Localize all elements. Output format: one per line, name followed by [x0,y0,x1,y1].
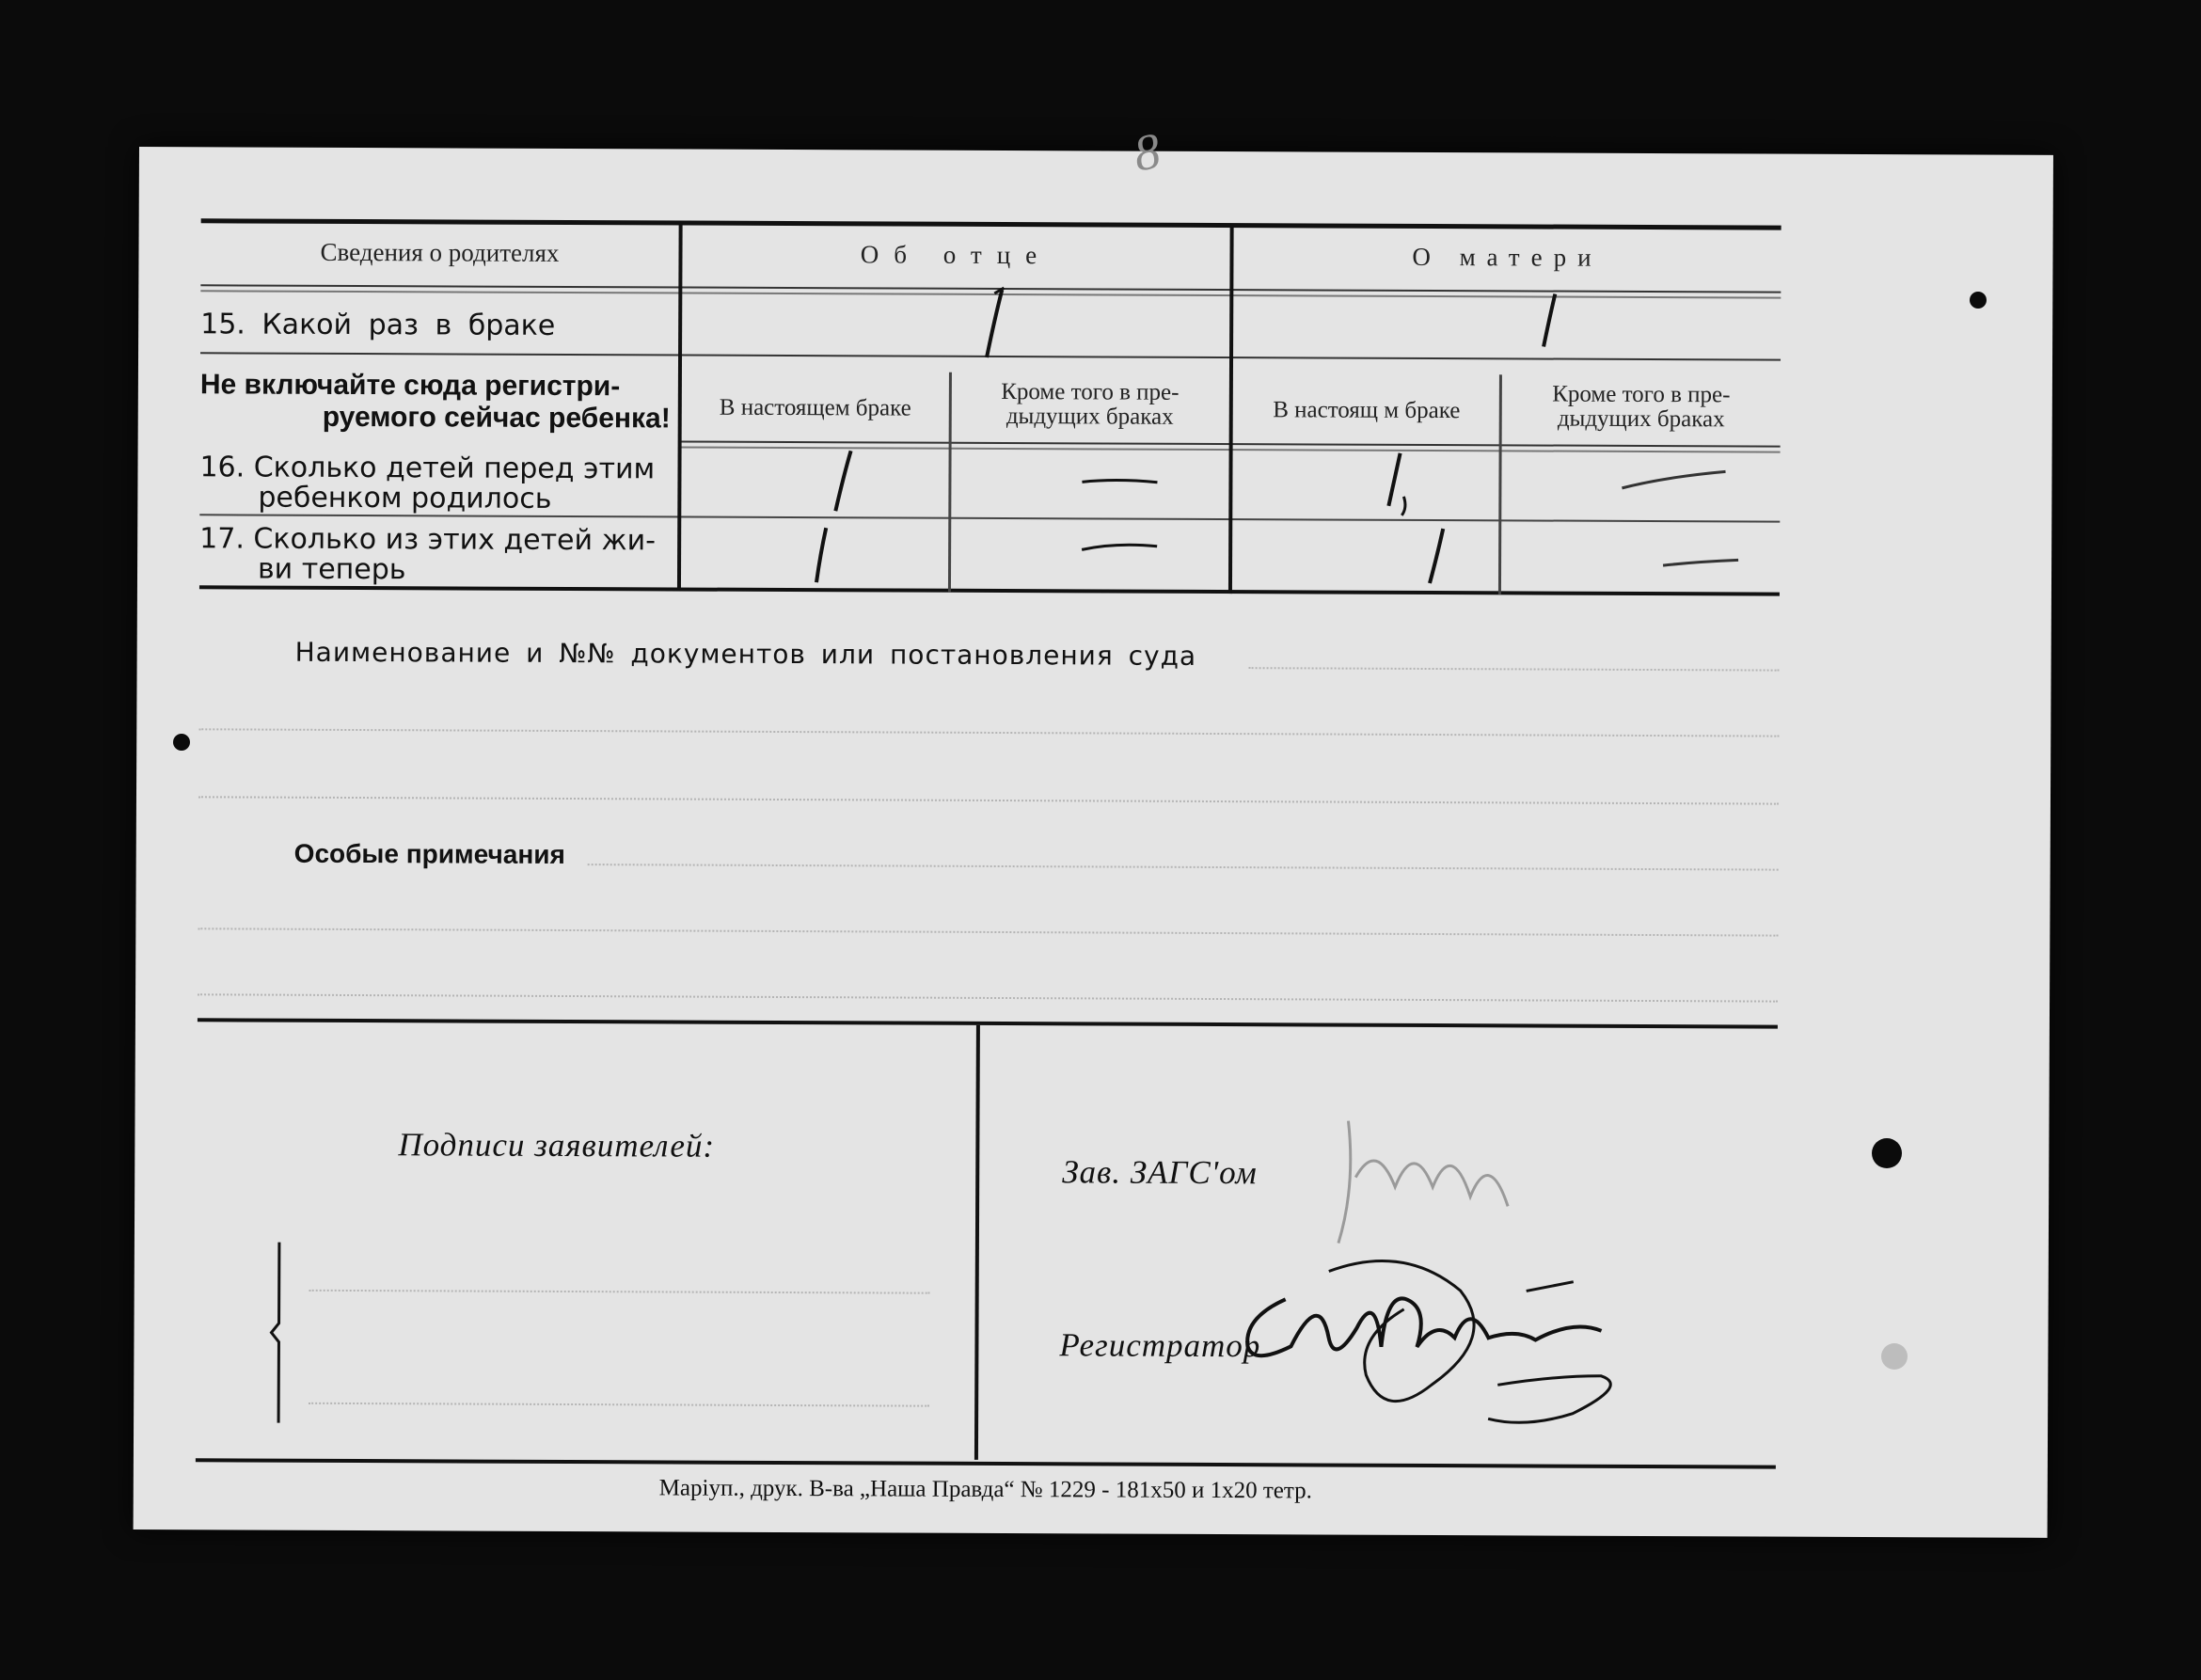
handwritten-q16-mother-current [1366,448,1422,523]
handwritten-q16-father-previous [1078,472,1163,491]
head-of-registry-label: Зав. ЗАГС'ом [1062,1153,1258,1192]
handwritten-q15-father [966,282,1022,367]
warning-line-2: руемого сейчас ребенка! [322,401,671,435]
col-header-mother: О матери [1412,242,1603,272]
subheader-mother-current: В настоящ м браке [1273,397,1461,424]
documents-label: Наименование и №№ документов или постановления суда [294,636,1197,672]
parents-table [139,147,2053,587]
handwritten-q16-father-current [815,445,871,520]
page-number: 8 [1130,121,1164,182]
subheader-mother-previous-2: дыдущих браках [1557,405,1725,433]
col-header-parents: Сведения о родителях [320,237,560,267]
col-header-father: Об отце [860,240,1053,270]
registrar-label: Регистратор [1059,1326,1261,1365]
subheader-father-current: В настоящем браке [719,394,911,421]
applicants-signatures-label: Подписи заявителей: [398,1126,716,1165]
handwritten-q17-mother-previous [1659,554,1744,573]
punch-hole [173,734,190,751]
punch-hole [1881,1343,1908,1370]
handwritten-q17-father-previous [1078,538,1163,557]
document-sheet [134,121,2053,1538]
handwritten-q17-father-current [792,520,848,595]
row-label-q17-line2: ви теперь [257,552,406,587]
handwritten-q17-mother-current [1411,521,1467,596]
notes-label: Особые примечания [293,838,565,869]
footer-imprint: Маріуп., друк. В-ва „Наша Правда“ № 1229 - 181х50 и 1х20 тетр. [658,1475,1312,1504]
handwritten-q16-mother-previous [1618,468,1731,497]
row-label-q17-line1: 17. Сколько из этих детей жи- [199,522,657,558]
subheader-mother-previous-1: Кроме того в пре- [1552,381,1731,408]
row-label-q16-line1: 16. Сколько детей перед этим [199,451,656,486]
subheader-father-previous-1: Кроме того в пре- [1001,379,1180,405]
punch-hole [1872,1138,1902,1168]
row-label-q16-line2: ребенком родилось [258,481,552,515]
warning-line-1: Не включайте сюда регистри- [199,369,621,403]
handwritten-q15-mother [1523,284,1579,359]
punch-hole [1970,292,1987,309]
registrar-signature [1215,1233,1658,1442]
row-label-q15: 15. Какой раз в браке [200,308,556,342]
applicants-bracket [265,1239,294,1427]
subheader-father-previous-2: дыдущих браках [1005,404,1174,430]
